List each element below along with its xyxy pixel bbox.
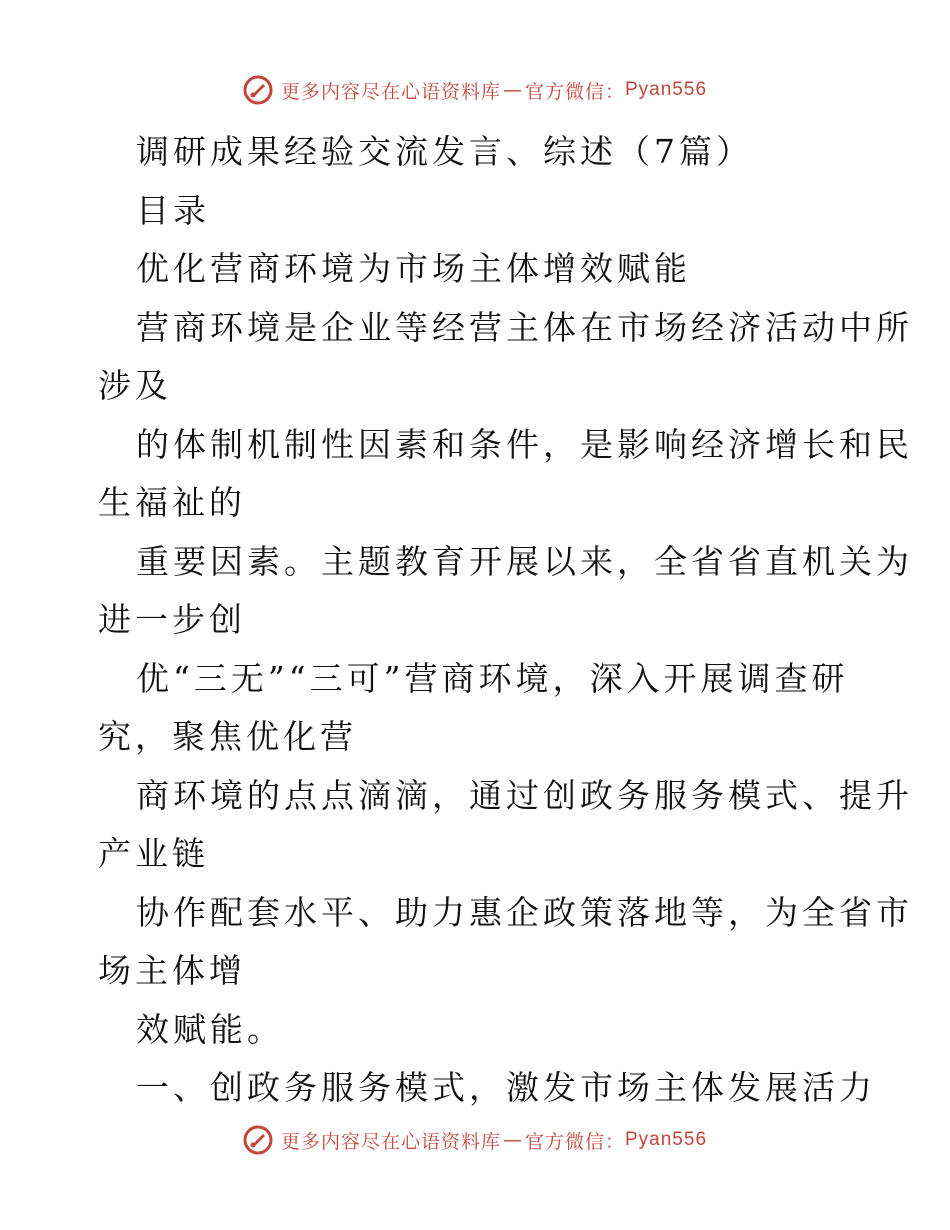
banner-contact-label: 官方微信： [524, 80, 625, 103]
banner-contact-id: Pyan556 [625, 1129, 708, 1150]
text-line: 优“三无”“三可”营商环境，深入开展调查研 [136, 658, 849, 698]
text-line: 产业链 [98, 834, 209, 873]
text-line: 究，聚焦优化营 [98, 717, 357, 756]
text-line: 重要因素。主题教育开展以来，全省省直机关为 [136, 541, 913, 581]
banner-dash: — [502, 1129, 523, 1151]
text-line: 调研成果经验交流发言、综述（7篇） [136, 132, 753, 171]
text-line: 涉及 [98, 366, 172, 405]
text-line: 的体制机制性因素和条件，是影响经济增长和民 [136, 424, 913, 464]
text-line: 场主体增 [98, 951, 246, 990]
banner-dash: — [502, 79, 523, 101]
document-body [98, 123, 913, 1118]
banner-contact-label: 官方微信： [524, 1130, 625, 1153]
banner-text: 更多内容尽在心语资料库 [280, 80, 501, 103]
banner-text: 更多内容尽在心语资料库 [280, 1130, 501, 1153]
text-line: 进一步创 [98, 600, 246, 639]
logo-icon [243, 1125, 273, 1155]
text-line: 商环境的点点滴滴，通过创政务服务模式、提升 [136, 775, 913, 815]
text-line: 协作配套水平、助力惠企政策落地等，为全省市 [136, 892, 913, 932]
footer-banner [0, 1120, 950, 1160]
logo-icon [243, 75, 273, 105]
text-line: 目录 [136, 190, 210, 230]
text-line: 效赋能。 [136, 1009, 284, 1049]
text-line: 生福祉的 [98, 483, 246, 522]
banner-contact-id: Pyan556 [625, 79, 708, 100]
text-line: 一、创政务服务模式，激发市场主体发展活力 [136, 1068, 876, 1107]
text-line: 优化营商环境为市场主体增效赋能 [136, 249, 691, 288]
header-banner [0, 70, 950, 110]
text-line: 营商环境是企业等经营主体在市场经济活动中所 [136, 307, 913, 347]
